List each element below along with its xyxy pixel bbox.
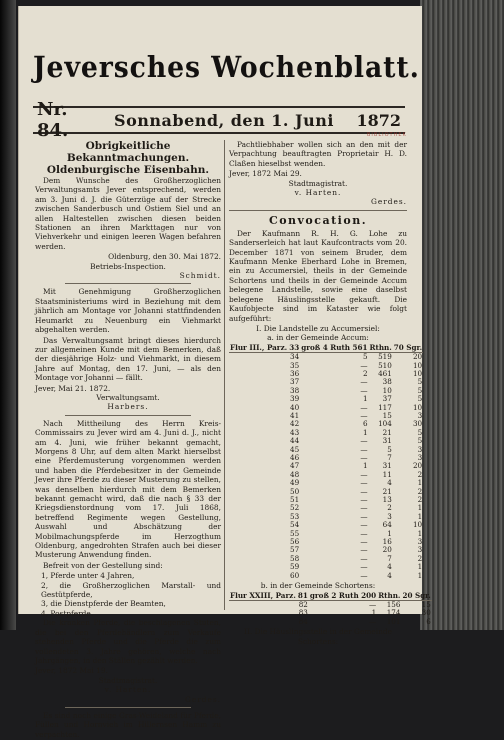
table-header-cell: Rthn. [378,590,401,600]
table-cell: 3 [417,410,423,420]
table-cell: 83 [298,608,308,618]
table-cell: — [360,402,368,412]
notice-cosignature: Gerdes. [370,197,407,207]
table-header-cell: Flur XXIII, Parz. [230,590,296,600]
table-cell: 31 [382,461,392,471]
notice-place-date: Oldenburg, den 30. Mai 1872. [108,252,221,262]
notice-cosignature: Gerdes. [184,694,221,704]
table-cell: 1 [362,461,368,471]
table-cell: 45 [290,444,300,454]
table-cell: — [360,545,368,555]
table-cell [229,395,288,403]
table-cell [229,513,288,521]
table-cell [229,609,297,617]
notice-pasture-continued: Pachtliebhaber wollen sich an den mit der Verpachtung beauftragten Proprietair H. D. Claßen hieselbst wenden. [229,140,407,168]
table-cell: — [360,503,368,513]
table-cell: 16 [382,537,392,547]
table-cell: 5 [387,444,392,454]
table-cell: 15 [382,410,392,420]
table-cell [229,530,288,538]
table-cell: 7 [387,553,392,563]
table-cell: 3 [417,444,423,454]
right-column [229,140,431,646]
table-cell [229,555,288,563]
table-cell [229,446,288,454]
table-cell: 5 [417,377,423,387]
table-cell: 1 [417,562,423,572]
table-header-cell: Flur III., Parz. [230,342,288,352]
table-cell: 2 [362,368,368,378]
table-header-row [229,344,423,353]
notice-signature: Schmidt. [179,271,221,281]
separator-rule [65,415,191,416]
table-header-cell: 33 [289,342,300,352]
table-cell: — [360,528,368,538]
table-cell: 43 [290,427,300,437]
table-cell: 57 [290,545,300,555]
table-cell: — [360,486,368,496]
table-cell: — [360,410,368,420]
table-cell [229,600,297,609]
table-cell: 3 [417,453,423,462]
notice-authority: Stadtmagistrat. [288,178,348,188]
table-row [229,618,432,626]
table-row [229,454,423,462]
separator-rule [229,210,407,211]
list-item: 4, Postpferde. [41,608,94,618]
masthead-title: Jeversches Wochenblatt. [33,50,420,84]
table-cell: 101 [386,616,401,626]
convocation-text: Der Kaufmann R. H. G. Lohe zu Sanderserleich hat laut Kaufcontracts vom 20. December 1871 von seinem Bruder, dem Kaufmann Menke Eberhard Lohe in Bremen, ein zu Accumersiel, theils in der Gemeinde Schortens und theils in der Gemeinde Accum belegene Landstelle, sowie eine daselbst belegene Häuslingsstelle gekauft. Die Kaufobjecte sind im Kataster wie folgt aufgeführt: [229,228,407,323]
notice-signature: v. Harten. [104,685,152,695]
table-cell [229,488,288,496]
exemption-intro: Befreit von der Gestellung sind: [43,560,163,570]
table-cell: 31 [382,436,392,446]
table-cell [229,504,288,512]
table-cell: 6 [426,616,431,626]
table-cell: 44 [290,436,300,446]
table-cell: 21 [382,427,392,437]
notice-place-date: Jever, Mai 21. 1872. [35,383,111,393]
table-cell: 5 [417,394,423,404]
table-cell [229,538,288,546]
table-row [229,538,423,546]
table-cell: 38 [290,385,300,395]
table-cell: 51 [290,495,300,505]
issue-date: Sonnabend, den 1. Juni [114,110,334,130]
table-cell: 1 [362,394,368,404]
table-cell: 55 [290,528,300,538]
notice-authority: Stadtmagistrat. [98,675,158,685]
table-row [229,479,423,487]
table-row [229,420,423,428]
notice-horse-muster: Nach Mittheilung des Herrn Kreis-Commissairs zu Jever wird am 4. Juni d. J., nicht am 4. Juni, wie früher bekannt gemacht, Morgens 8 Uhr, auf dem alten Markt hierselbst eine Pferdemusterung vorgenommen werden und haben die Pferdebesitzer in der Gemeinde Jever ihre Pferde zu dieser Musterung zu stellen, was denselben hierdurch mit dem Bemerken bekannt gemacht wird, daß die nach § 33 der Kriegsdienstordnung vom 17. Juli 1868, betreffend Regimente wegen Gestellung, Auswahl und Abschätzung der Mobilmachungspferde im Herzogthum Oldenburg, angedrohten Strafen auch bei dieser Musterung Anwendung finden. [35,418,221,560]
parcel-section-heading: I. Die Landstelle zu Accumersiel: [256,323,380,333]
table-row [229,555,423,563]
table-cell: 53 [290,511,300,521]
table-row [229,362,423,370]
table-cell: 39 [290,394,300,404]
table-cell: 4 [387,570,392,580]
library-stamp: BIBLIOTHEK [367,132,407,138]
table-cell: — [369,616,377,626]
table-header-row [229,592,432,601]
table-cell: — [360,377,368,387]
table-cell: 156 [386,599,401,609]
table-cell [229,454,288,462]
table-cell: 54 [290,520,300,530]
table-row [229,609,432,617]
parcel-subsection-heading: a. in der Gemeinde Accum: [267,333,369,343]
table-cell: 11 [382,469,392,479]
parcel-table-schortens [229,592,432,627]
table-cell: 5 [417,436,423,446]
table-cell [229,479,288,487]
table-cell: — [360,562,368,572]
list-item: 1, Pferde unter 4 Jahren, [41,571,135,581]
table-cell: 1 [417,570,423,580]
table-cell: 104 [378,419,392,429]
page-edges [420,0,504,630]
table-cell [229,370,288,378]
table-cell: 2 [387,503,392,513]
table-cell: 5 [417,385,423,395]
notice-signature: Harbers. [107,402,149,412]
table-cell: 1 [362,427,368,437]
table-cell: 1 [387,528,392,538]
table-cell: 2 [417,495,423,505]
notice-place-date: Jever, 1872 Mai 19. [35,666,108,676]
table-cell [229,404,288,412]
table-row [229,513,423,521]
table-cell: 58 [290,553,300,563]
table-cell: — [369,599,377,609]
notice-place-date: Jever, 1872 Mai 29. [229,169,302,179]
table-row [229,471,423,479]
table-cell: 48 [290,469,300,479]
table-cell [229,387,288,395]
table-row [229,437,423,445]
table-cell: 60 [290,570,300,580]
table-cell: 37 [290,377,300,387]
table-cell: — [360,570,368,580]
left-column [35,140,221,740]
table-cell [229,412,288,420]
table-cell: 174 [386,608,401,618]
table-row [229,488,423,496]
table-cell: — [360,360,368,370]
table-cell: 42 [290,419,300,429]
table-cell: 519 [378,352,392,362]
table-cell: 20 [382,545,392,555]
table-cell: 1 [417,503,423,513]
table-cell: 10 [412,368,423,378]
subsection-heading: Oldenburgische Eisenbahn. [46,164,210,176]
section-heading: Obrigkeitliche Bekanntmachungen. [66,140,190,164]
table-cell: — [360,511,368,521]
table-cell: — [360,453,368,462]
table-cell: 20 [412,352,423,362]
notice-authority: Betriebs-Inspection. [90,261,166,271]
table-cell: — [360,495,368,505]
table-cell: 5 [362,352,368,362]
table-row [229,496,423,504]
table-cell: 2 [417,469,423,479]
table-cell: — [360,444,368,454]
table-cell: 30 [421,608,431,618]
table-row [229,353,423,362]
table-cell: 2 [417,553,423,563]
table-cell [229,420,288,428]
table-cell: — [360,385,368,395]
table-cell: — [360,478,368,488]
table-cell: 40 [290,402,300,412]
table-cell: 13 [382,495,392,505]
table-cell: 461 [378,368,392,378]
table-header-cell: 81 [297,590,308,600]
table-cell: 84 [298,616,308,626]
table-cell: 38 [382,377,392,387]
separator-rule [65,707,191,708]
parcel-table-accum [229,344,423,580]
parcel-section-heading: II. Die Häuslingsstelle in der Gemeinde Schortens: [244,627,392,646]
table-cell: 15 [421,599,431,609]
separator-rule [65,283,191,284]
issue-number: Nr. 84. [37,99,69,141]
table-cell: 47 [290,461,300,471]
table-cell: 1 [371,608,377,618]
table-cell: 3 [387,511,392,521]
table-cell: 20 [412,461,423,471]
table-cell: 6 [362,419,368,429]
table-header-cell: 20 Sgr. [402,590,431,600]
book-binding [0,0,16,630]
notice-authority: Verwaltungsamt. [96,392,160,402]
table-cell [229,496,288,504]
table-cell: 30 [412,419,423,429]
table-cell [229,353,288,362]
table-cell [229,429,288,437]
table-cell: 510 [378,360,392,370]
table-cell: — [360,553,368,563]
table-cell [229,572,288,580]
table-row [229,395,423,403]
table-row [229,563,423,571]
table-cell [229,563,288,571]
table-row [229,521,423,529]
table-cell: 117 [378,402,392,412]
table-row [229,462,423,470]
notice-market-detail: Das Verwaltungsamt bringt dieses hierdurch zur allgemeinen Kunde mit dem Bemerken, daß der diesjährige Holz- und Viehmarkt, in diesem Jahre auf Montag, den 17. Juni, — als den Montage vor Johanni — fällt. [35,335,221,383]
table-cell [229,546,288,554]
table-cell [229,471,288,479]
table-cell: — [360,469,368,479]
table-cell: 1 [417,511,423,521]
table-cell: 4 [387,562,392,572]
table-cell: 64 [382,520,392,530]
list-item: 3, die Dienstpferde der Beamten, [41,599,166,609]
table-row [229,370,423,378]
table-row [229,429,423,437]
table-row [229,446,423,454]
table-cell: 35 [290,360,300,370]
table-cell: 56 [290,537,300,547]
table-cell [229,437,288,445]
table-row [229,530,423,538]
table-cell: 49 [290,478,300,488]
table-header-cell: groß 2 Ruth 200 [309,590,377,600]
list-item: 2, die Großherzoglichen Marstall- und Gestütpferde, [41,580,221,600]
table-header-cell: Rthn. [369,342,392,352]
table-cell: 37 [382,394,392,404]
table-cell [229,618,297,626]
table-row [229,412,423,420]
table-header-cell: groß 4 Ruth 561 [301,342,368,352]
table-cell: 10 [382,385,392,395]
parcel-subsection-heading: b. in der Gemeinde Schortens: [260,581,376,591]
convocation-heading: Convocation. [268,213,368,227]
table-cell: 3 [417,545,423,555]
table-cell: 4 [387,478,392,488]
table-cell: 21 [382,486,392,496]
table-cell: — [360,436,368,446]
table-cell: 2 [417,486,423,496]
table-header-cell: 70 Sgr. [393,342,423,352]
table-cell: 10 [412,402,423,412]
table-cell: 10 [412,360,423,370]
table-row [229,504,423,512]
table-cell: 10 [412,520,423,530]
table-cell: 41 [290,410,300,420]
table-cell: 46 [290,453,300,462]
newspaper-page [18,6,431,739]
table-cell [229,521,288,529]
table-cell: — [360,537,368,547]
table-cell: 5 [417,427,423,437]
table-cell: 50 [290,486,300,496]
table-cell: 7 [387,453,392,462]
table-row [229,404,423,412]
table-cell: 36 [290,368,300,378]
table-row [229,546,423,554]
table-row [229,378,423,386]
table-cell: 82 [298,599,308,609]
table-cell [229,462,288,470]
table-cell [229,362,288,370]
table-cell: — [360,520,368,530]
notice-pasture: Es sind noch einige Gras-Weideland für Pferde, Füllen und Hornvieh im Hillernsen Hamm zu verpachten. [35,710,221,739]
table-row [229,387,423,395]
notice-signature: v. Harten. [294,188,342,198]
column-divider [224,140,225,610]
table-cell: 3 [417,537,423,547]
table-cell: 1 [417,528,423,538]
notice-railway: Dem Wunsche des Großherzoglichen Verwaltungsamts Jever entsprechend, werden am 3. Juni d. J. die Güterzüge auf der Strecke zwischen Sanderbusch und Ostiem Siel und an allen Haltestellen zwischen diesen beiden Stationen an ihren Markttagen nur von Viehverkehr und einigen leeren Wagen befahren werden. [35,176,221,251]
table-row [229,600,432,609]
table-cell: 34 [290,352,300,362]
table-cell [229,378,288,386]
table-row [229,572,423,580]
table-cell: 52 [290,503,300,513]
issue-year: 1872 [356,110,401,130]
notice-market: Mit Genehmigung Großherzoglichen Staatsministeriums wird in Beziehung mit dem jährlich am Montage vor Johanni stattfindenden Heumarkt zu Neuenburg ein Viehmarkt abgehalten werden. [35,287,221,335]
table-cell: 59 [290,562,300,572]
notice-horse-detail: Die kranken Pferde, die beschlagenen Stuten, die bei den Pferdehändlern zum Verkaufe stehenden Pferde und die Pferde die zum vollendeten 3. Jahre gehören, welche nach Jahrgängen, in den Ställen gezählt werden. [35,618,221,665]
table-cell: 1 [417,478,423,488]
